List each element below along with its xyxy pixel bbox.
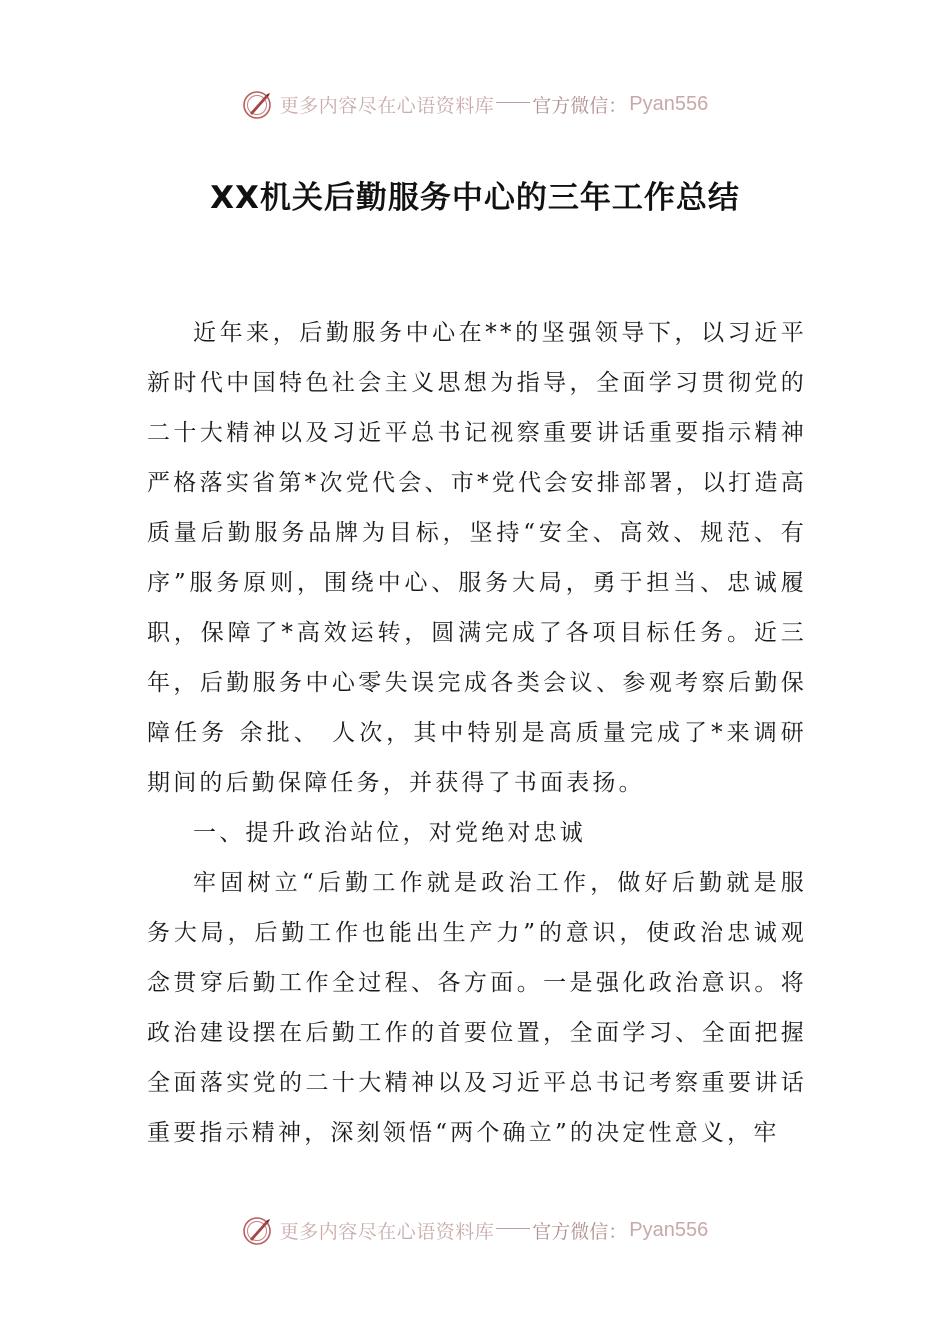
banner-text: 更多内容尽在心语资料库 (279, 1220, 495, 1243)
section-heading-1: 一、提升政治站位，对党绝对忠诚 (193, 820, 586, 846)
document-title: XX机关后勤服务中心的三年工作总结 (210, 180, 740, 216)
body-paragraph-section-1: 牢固树立“后勤工作就是政治工作，做好后勤就是服务大局，后勤工作也能出生产力”的意识，使政治忠诚观念贯穿后勤工作全过程、各方面。一是强化政治意识。将政治建设摆在后勤工作的首要位置，全面学习、全面把握全面落实党的二十大精神以及习近平总书记考察重要讲话重要指示精神，深刻领悟“两个确立”的决定性意义，牢 (147, 870, 807, 1146)
banner-wechat-id: Pyan556 (629, 1218, 709, 1241)
pen-logo-icon (242, 1213, 276, 1247)
banner-wechat-label: 官方微信： (532, 1220, 628, 1243)
banner-dash (496, 102, 530, 103)
document-body (147, 308, 807, 1158)
banner-text: 更多内容尽在心语资料库 (279, 94, 495, 117)
banner-wechat-id: Pyan556 (629, 92, 709, 115)
banner-wechat-label: 官方微信： (532, 94, 628, 117)
banner-dash (496, 1228, 530, 1229)
footer-watermark-banner (0, 1210, 950, 1250)
body-paragraph-intro: 近年来，后勤服务中心在**的坚强领导下，以习近平新时代中国特色社会主义思想为指导，全面学习贯彻党的二十大精神以及习近平总书记视察重要讲话重要指示精神严格落实省第*次党代会、市*党代会安排部署，以打造高质量后勤服务品牌为目标，坚持“安全、高效、规范、有序”服务原则，围绕中心、服务大局，勇于担当、忠诚履职，保障了*高效运转，圆满完成了各项目标任务。近三年，后勤服务中心零失误完成各类会议、参观考察后勤保障任务 余批、 人次，其中特别是高质量完成了*来调研期间的后勤保障任务，并获得了书面表扬。 (147, 320, 807, 796)
header-watermark-banner (0, 84, 950, 124)
pen-logo-icon (242, 87, 276, 121)
